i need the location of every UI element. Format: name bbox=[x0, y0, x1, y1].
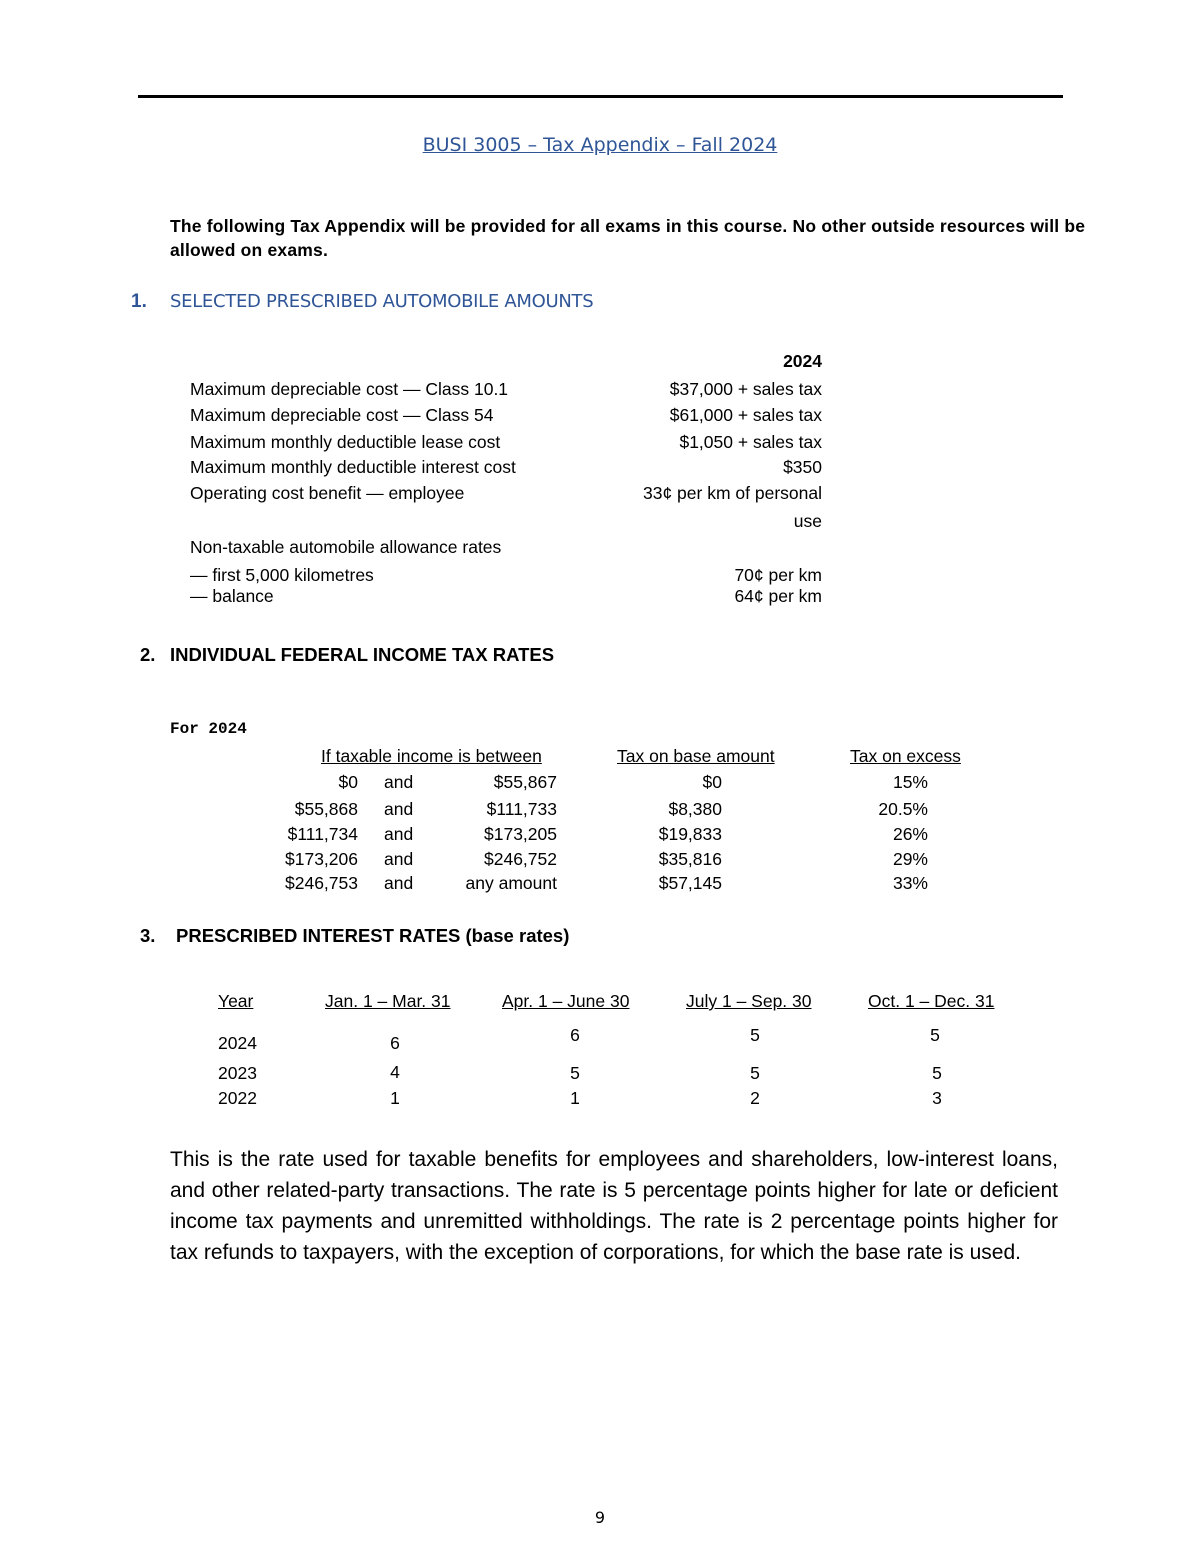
bracket-and: and bbox=[384, 873, 414, 893]
bracket-and: and bbox=[384, 772, 414, 792]
bracket-high: any amount bbox=[465, 873, 557, 893]
section3-number: 3. bbox=[140, 925, 156, 946]
bracket-excess: 15% bbox=[892, 772, 928, 792]
auto-row-label: Maximum depreciable cost — Class 54 bbox=[190, 405, 494, 425]
allowance-label: Non-taxable automobile allowance rates bbox=[190, 537, 502, 557]
auto-row-value: $61,000 + sales tax bbox=[669, 405, 822, 425]
col-header-base: Tax on base amount bbox=[617, 746, 775, 766]
bracket-high: $55,867 bbox=[493, 772, 557, 792]
auto-row-value: $1,050 + sales tax bbox=[679, 432, 822, 452]
bracket-low: $173,206 bbox=[285, 849, 358, 869]
section1-year-header: 2024 bbox=[783, 351, 822, 371]
col-header-income: If taxable income is between bbox=[321, 746, 542, 766]
for-year-label: For 2024 bbox=[170, 720, 247, 738]
section2-title: INDIVIDUAL FEDERAL INCOME TAX RATES bbox=[170, 644, 555, 665]
rate-q4: 5 bbox=[932, 1063, 942, 1083]
rate-header-q2: Apr. 1 – June 30 bbox=[502, 991, 630, 1011]
rate-header-q3: July 1 – Sep. 30 bbox=[686, 991, 812, 1011]
bracket-and: and bbox=[384, 824, 414, 844]
bracket-low: $0 bbox=[338, 772, 358, 792]
col-header-excess: Tax on excess bbox=[850, 746, 961, 766]
bracket-low: $55,868 bbox=[294, 799, 358, 819]
intro-text: The following Tax Appendix will be provided for all exams in this course. No other outside resources will be allowed on exams. bbox=[170, 216, 1086, 260]
section2-number: 2. bbox=[140, 644, 156, 665]
bracket-excess: 29% bbox=[892, 849, 928, 869]
top-rule bbox=[138, 95, 1063, 98]
rate-header-q1: Jan. 1 – Mar. 31 bbox=[325, 991, 451, 1011]
rate-q2: 1 bbox=[570, 1088, 580, 1108]
interest-rate-note: This is the rate used for taxable benefits for employees and shareholders, low-interest loans, and other related-party transactions. The rate is 5 percentage points higher for late or deficient income tax payments and unremitted withholdings. The rate is 2 percentage points higher for tax refunds to taxpayers, with the exception of corporations, for which the base rate is used. bbox=[170, 1148, 1058, 1264]
bracket-excess: 33% bbox=[892, 873, 928, 893]
rate-q2: 6 bbox=[570, 1025, 580, 1045]
bracket-low: $246,753 bbox=[285, 873, 358, 893]
auto-row-label: Maximum depreciable cost — Class 10.1 bbox=[190, 379, 509, 399]
rate-year: 2024 bbox=[218, 1033, 257, 1053]
allowance-row-label: — balance bbox=[190, 586, 274, 606]
bracket-high: $173,205 bbox=[484, 824, 557, 844]
rate-q1: 4 bbox=[390, 1062, 400, 1082]
auto-row-label: Operating cost benefit — employee bbox=[190, 483, 465, 503]
rate-q3: 5 bbox=[750, 1063, 760, 1083]
rate-q3: 2 bbox=[750, 1088, 760, 1108]
bracket-base: $35,816 bbox=[658, 849, 722, 869]
auto-row-value-continued: use bbox=[793, 511, 822, 531]
auto-row-label: Maximum monthly deductible lease cost bbox=[190, 432, 501, 452]
rate-q1: 6 bbox=[390, 1033, 400, 1053]
rate-q2: 5 bbox=[570, 1063, 580, 1083]
rate-q4: 3 bbox=[932, 1088, 942, 1108]
section3-title: PRESCRIBED INTEREST RATES (base rates) bbox=[176, 925, 570, 946]
allowance-row-value: 70¢ per km bbox=[734, 565, 822, 585]
bracket-base: $0 bbox=[702, 772, 722, 792]
bracket-excess: 20.5% bbox=[878, 799, 928, 819]
section1-number: 1. bbox=[131, 291, 147, 312]
rate-year: 2023 bbox=[218, 1063, 257, 1083]
auto-row-value: $37,000 + sales tax bbox=[669, 379, 822, 399]
bracket-low: $111,734 bbox=[287, 824, 358, 844]
bracket-and: and bbox=[384, 849, 414, 869]
allowance-row-value: 64¢ per km bbox=[734, 586, 822, 606]
allowance-row-label: — first 5,000 kilometres bbox=[190, 565, 374, 585]
bracket-high: $111,733 bbox=[486, 799, 557, 819]
rate-q3: 5 bbox=[750, 1025, 760, 1045]
auto-row-label: Maximum monthly deductible interest cost bbox=[190, 457, 516, 477]
rate-header-year: Year bbox=[218, 991, 254, 1011]
rate-q1: 1 bbox=[390, 1088, 400, 1108]
section1-title: SELECTED PRESCRIBED AUTOMOBILE AMOUNTS bbox=[170, 291, 594, 312]
bracket-base: $8,380 bbox=[668, 799, 722, 819]
rate-header-q4: Oct. 1 – Dec. 31 bbox=[868, 991, 995, 1011]
page-title: BUSI 3005 – Tax Appendix – Fall 2024 bbox=[422, 134, 778, 156]
auto-row-value: 33¢ per km of personal bbox=[643, 483, 822, 503]
rate-year: 2022 bbox=[218, 1088, 257, 1108]
page-number: 9 bbox=[594, 1508, 606, 1527]
auto-row-value: $350 bbox=[783, 457, 822, 477]
bracket-and: and bbox=[384, 799, 414, 819]
bracket-excess: 26% bbox=[892, 824, 928, 844]
bracket-base: $57,145 bbox=[658, 873, 722, 893]
bracket-high: $246,752 bbox=[484, 849, 557, 869]
bracket-base: $19,833 bbox=[658, 824, 722, 844]
rate-q4: 5 bbox=[930, 1025, 940, 1045]
